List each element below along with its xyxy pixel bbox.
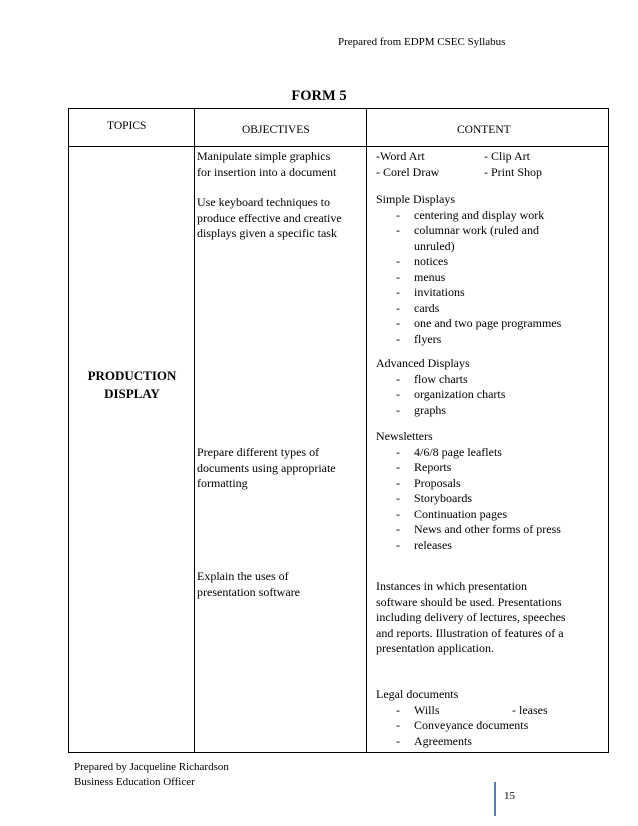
page-number-bar <box>494 782 496 816</box>
content-presentation <box>376 579 608 657</box>
list-item: - Continuation pages <box>376 507 608 523</box>
page-number: 15 <box>504 790 515 802</box>
list-item: - releases <box>376 538 608 554</box>
objective-line: for insertion into a document <box>197 164 337 179</box>
paragraph-line: software should be used. Presentations <box>376 594 562 609</box>
form-title: FORM 5 <box>291 88 347 104</box>
list-item: - Conveyance documents <box>376 718 608 734</box>
header-divider <box>69 146 608 147</box>
content-graphics <box>376 149 608 180</box>
list-item: - centering and display work <box>376 208 608 224</box>
list-item: - 4/6/8 page leaflets <box>376 445 608 461</box>
objective-graphics <box>197 149 365 180</box>
list-item: - one and two page programmes <box>376 316 608 332</box>
objective-line: documents using appropriate <box>197 460 336 475</box>
objective-line: Manipulate simple graphics <box>197 149 331 163</box>
objective-documents <box>197 445 365 492</box>
objective-line: Use keyboard techniques to <box>197 195 330 209</box>
header-content: CONTENT <box>457 124 511 136</box>
list-item-extra: - leases <box>512 702 548 717</box>
list-item: - Proposals <box>376 476 608 492</box>
section-title: Legal documents <box>376 687 459 701</box>
content-item: -Word Art <box>376 149 425 163</box>
section-title: Simple Displays <box>376 192 456 206</box>
list-item-text: Wills <box>414 702 440 717</box>
list-item: - invitations <box>376 285 608 301</box>
header-topics: TOPICS <box>107 120 147 132</box>
footer-line: Business Education Officer <box>74 776 195 788</box>
list-item: - Storyboards <box>376 491 608 507</box>
content-newsletters <box>376 429 608 553</box>
content-item: - Clip Art <box>484 149 531 163</box>
content-legal <box>376 687 608 749</box>
objective-presentation <box>197 569 365 600</box>
content-item: - Print Shop <box>484 164 543 179</box>
list-item: - cards <box>376 301 608 317</box>
objective-keyboard <box>197 195 365 242</box>
list-item: - Agreements <box>376 734 608 750</box>
paragraph-line: including delivery of lectures, speeches <box>376 610 566 624</box>
footer-line: Prepared by Jacqueline Richardson <box>74 761 229 773</box>
content-item: - Corel Draw <box>376 164 440 179</box>
syllabus-table <box>68 108 609 753</box>
objective-line: Explain the uses of <box>197 569 289 583</box>
objective-line: Prepare different types of <box>197 445 320 459</box>
footer <box>74 760 229 790</box>
list-item: unruled) <box>414 238 455 253</box>
paragraph-line: and reports. Illustration of features of a <box>376 625 564 640</box>
column-divider <box>366 109 367 752</box>
list-item: - flyers <box>376 332 608 348</box>
header-note: Prepared from EDPM CSEC Syllabus <box>338 36 506 48</box>
header-objectives: OBJECTIVES <box>242 124 310 136</box>
paragraph-line: presentation application. <box>376 641 494 655</box>
section-title: Newsletters <box>376 429 433 443</box>
objective-line: presentation software <box>197 584 300 599</box>
objective-line: produce effective and creative <box>197 210 342 225</box>
topic-line: PRODUCTION <box>87 368 177 383</box>
column-divider <box>194 109 195 752</box>
list-item: - flow charts <box>376 372 608 388</box>
list-item: - graphs <box>376 403 608 419</box>
list-item: - organization charts <box>376 387 608 403</box>
list-item: - menus <box>376 270 608 286</box>
list-item <box>376 703 608 719</box>
paragraph-line: Instances in which presentation <box>376 579 527 593</box>
list-item: - columnar work (ruled and <box>376 223 608 239</box>
topic-line: DISPLAY <box>104 386 160 401</box>
content-simple-displays <box>376 192 608 347</box>
list-item: - notices <box>376 254 608 270</box>
list-item: - Reports <box>376 460 608 476</box>
section-title: Advanced Displays <box>376 356 470 370</box>
content-advanced-displays <box>376 356 608 418</box>
objective-line: formatting <box>197 476 248 490</box>
objective-line: displays given a specific task <box>197 226 337 240</box>
list-item: - News and other forms of press <box>376 522 608 538</box>
topic-production-display <box>73 367 191 403</box>
